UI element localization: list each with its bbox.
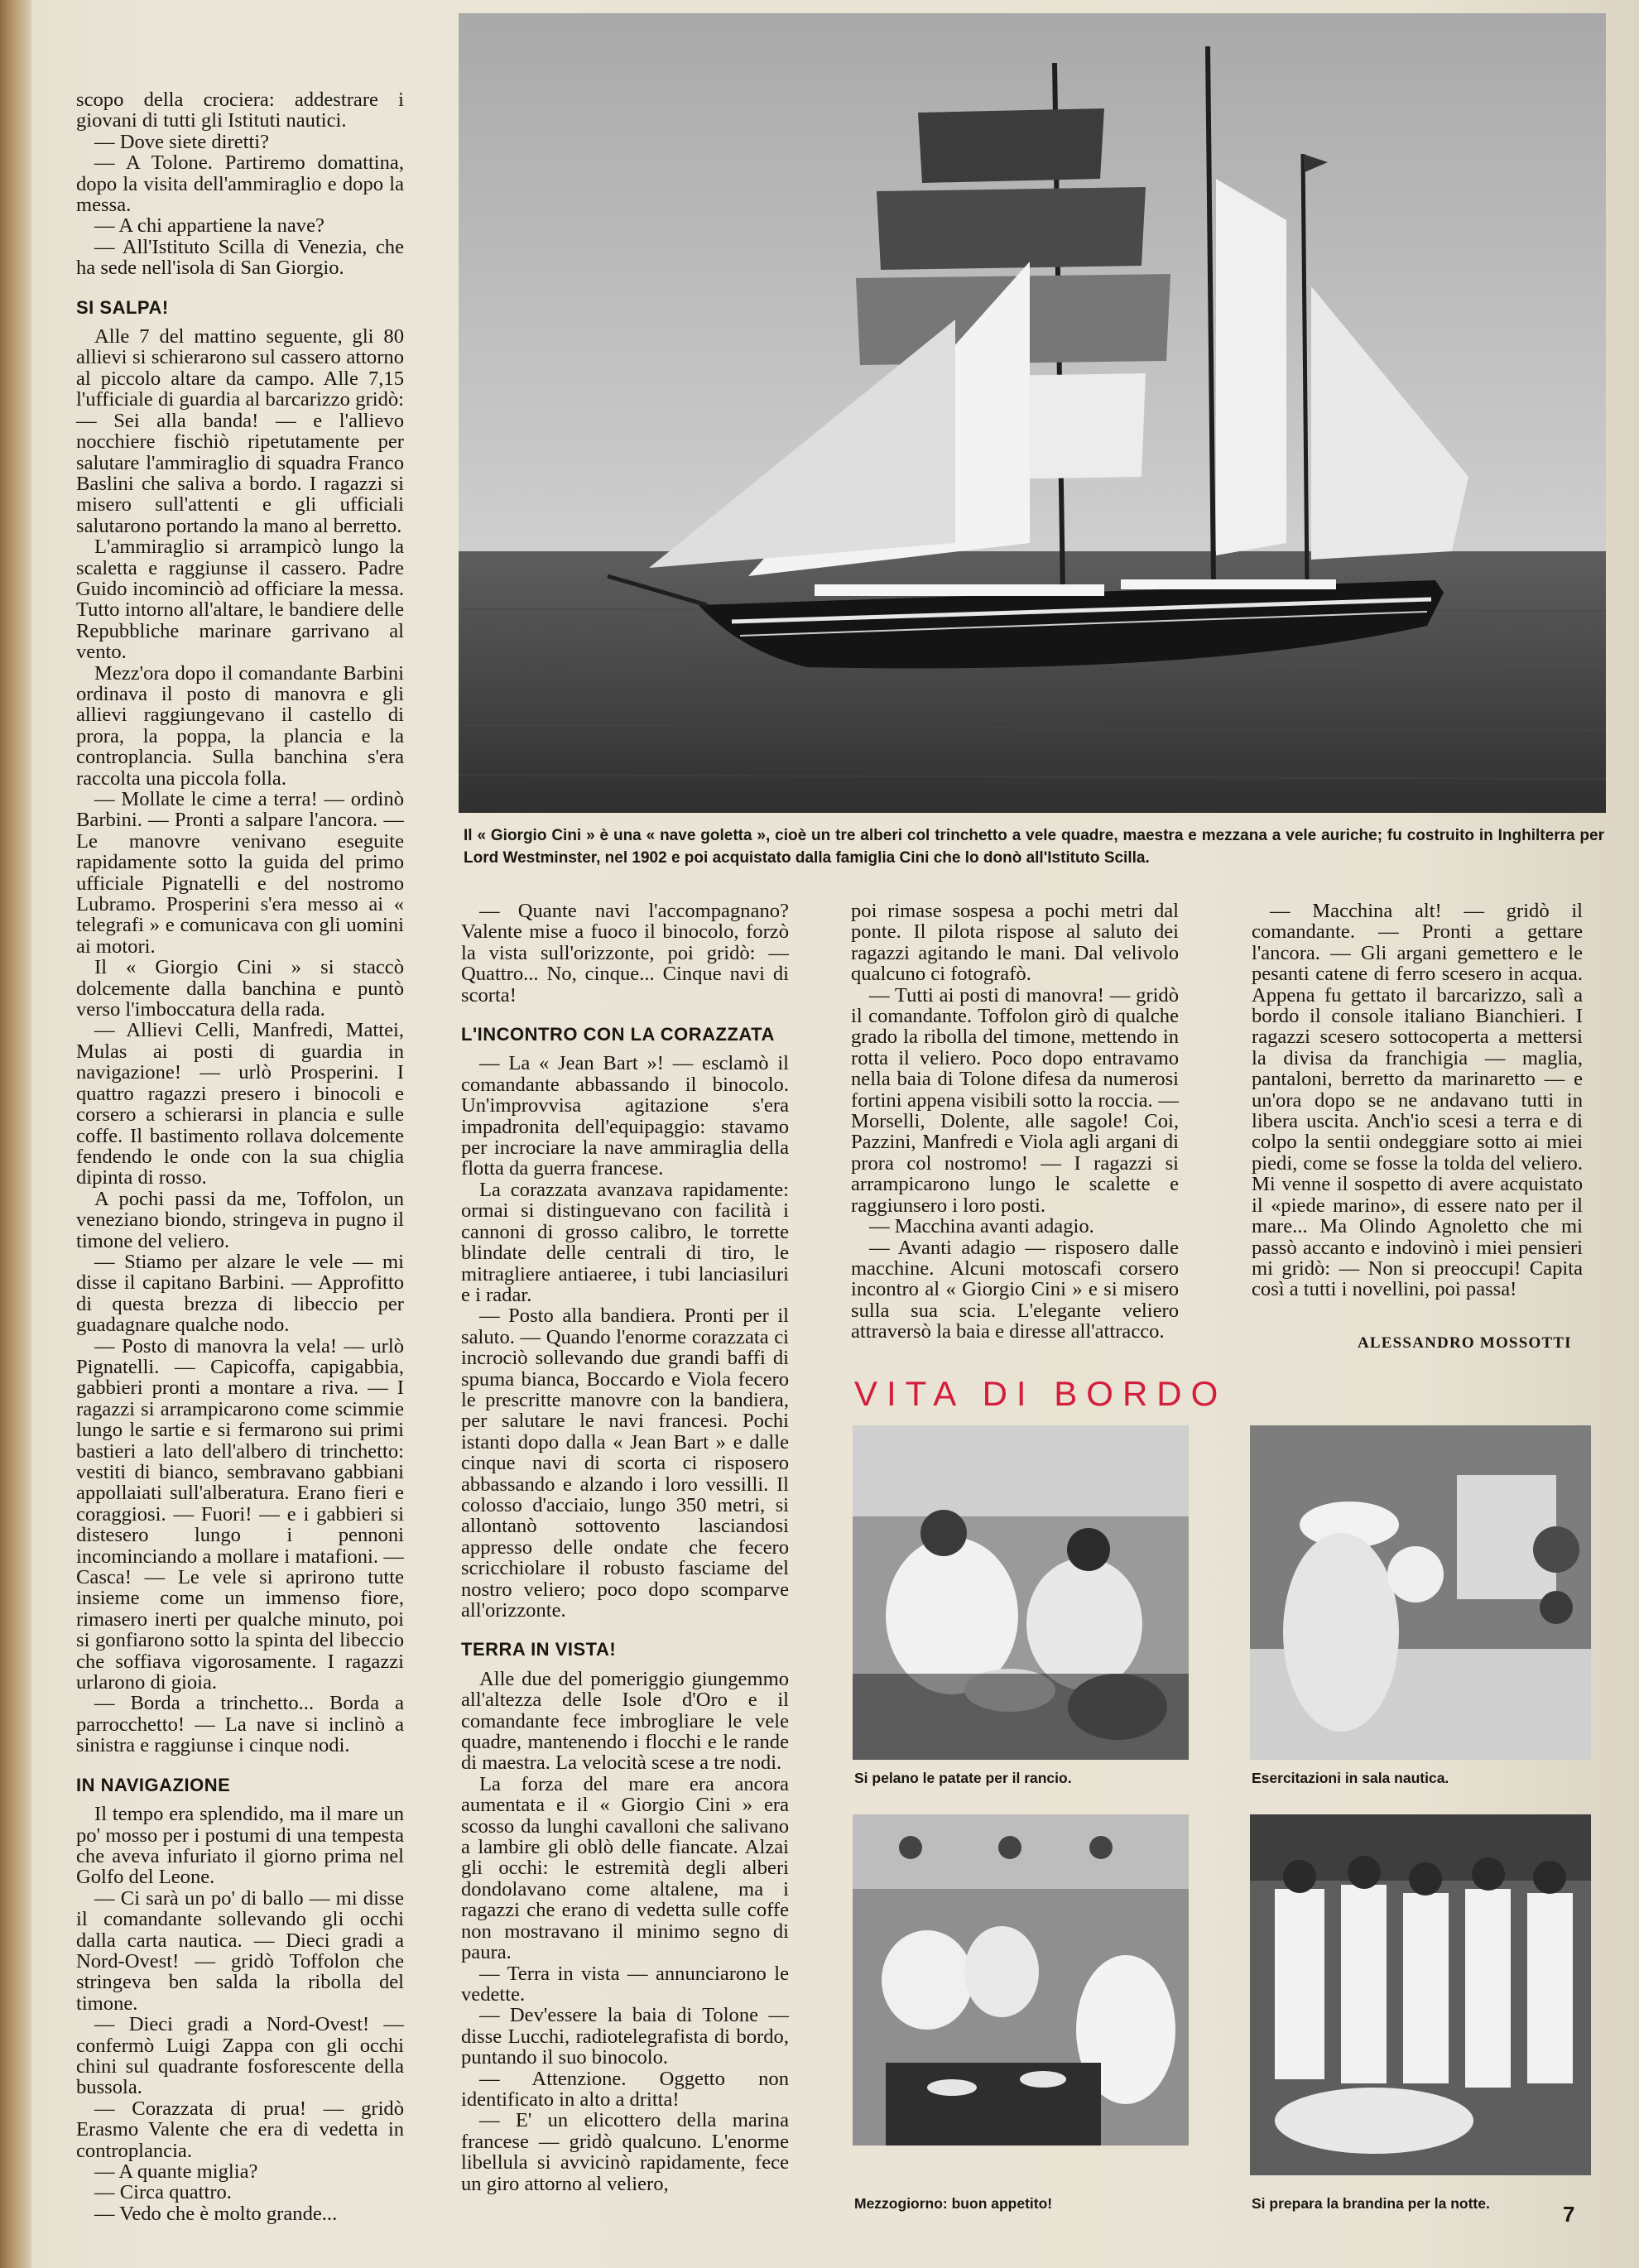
- paragraph: — Corazzata di prua! — gridò Erasmo Valente che era di vedetta in controplancia.: [76, 2097, 404, 2162]
- paragraph: Mezz'ora dopo il comandante Barbini ordinava il posto di manovra e gli allievi raggiungevano il castello di prora, la poppa, la plancia e la controplancia. Sulla banchina s'era raccolta una piccola folla.: [76, 661, 404, 790]
- paragraph: Il tempo era splendido, ma il mare un po' mosso per i postumi di una tempesta che aveva infuriato il giorno prima nel Golfo del Leone.: [76, 1803, 404, 1889]
- paragraph: Alle 7 del mattino seguente, gli 80 allievi si schierarono sul cassero attorno al piccolo altare da campo. Alle 7,15 l'ufficiale di guardia al barcarizzo gridò: — Sei alla banda! — e l'allievo nocchiere fischiò ripetutamente per salutare l'ammiraglio di squadra Franco Baslini che saliva a bordo. I ragazzi si misero sull'attenti e gli ufficiali salutarono portando la mano al berretto.: [76, 325, 404, 537]
- subheading-incontro-corazzata: L'INCONTRO CON LA CORAZZATA: [461, 1024, 775, 1045]
- paragraph: L'ammiraglio si arrampicò lungo la scaletta e raggiunse il cassero. Padre Guido incominciò ad officiare la messa. Tutto intorno all'altare, le bandiere delle Repubbliche marinare garrivano al vento.: [76, 536, 404, 664]
- photo-potatoes: [853, 1425, 1189, 1760]
- ship-photo: [459, 13, 1606, 813]
- nautical-room-image: [1250, 1425, 1591, 1760]
- tall-ship-image: [459, 13, 1606, 813]
- paragraph: — Dove siete diretti?: [94, 130, 270, 153]
- paragraph: La forza del mare era ancora aumentata e il « Giorgio Cini » era scosso da lunghi cavalloni che salivano a lambire gli oblò delle fiancate. Alzai gli occhi: le estremità degli alberi dondolavano come altalene, ma i ragazzi che erano di vedetta sulle coffe non mostravano il minimo segno di paura.: [461, 1772, 789, 1964]
- section-title: VITA DI BORDO: [854, 1374, 1228, 1413]
- page-number: 7: [1563, 2202, 1575, 2227]
- paragraph: — Quante navi l'accompagnano? Valente mise a fuoco il binocolo, forzò la vista sull'orizzonte, poi gridò: — Quattro... No, cinque... Cinque navi di scorta!: [461, 900, 789, 1007]
- paragraph: — Macchina alt! — gridò il comandante. — Pronti a gettare l'ancora. — Gli argani gemettero e le pesanti catene di ferro scesero in acqua. Appena fu gettato il barcarizzo, salì a bordo il console italiano Bianchieri. I ragazzi scesero sottocoperta a mettersi la divisa da franchigia — maglia, pantaloni, berretto da marinaretto — e un'ora dopo se ne andavano tutti in libera uscita. Anch'io scesi a terra e di colpo la sentii ondeggiare sotto ai miei piedi, come se fosse la tolda del veliero. Mi venne il sospetto di avere acquistato il «piede marino», di essere nato per il mare... Ma Olindo Agnoletto che mi passò accanto e indovinò i miei pensieri mi gridò: — Non si preoccupi! Capita così a tutti i novellini, poi passa!: [1252, 900, 1583, 1301]
- paragraph: — La « Jean Bart »! — esclamò il comandante abbassando il binocolo. Un'improvvisa agitazione s'era impadronita dell'equipaggio: stavamo per incrociare la nave ammiraglia della flotta da guerra francese.: [461, 1052, 789, 1180]
- potatoes-image: [853, 1425, 1189, 1760]
- paragraph: Alle due del pomeriggio giungemmo all'altezza delle Isole d'Oro e il comandante fece imbrogliare le vele quadre, mantenendo i flocchi e le rande di maestra. La velocità scese a tre nodi.: [461, 1667, 789, 1775]
- paragraph: La corazzata avanzava rapidamente: ormai si distinguevano con facilità i cannoni di grosso calibro, le torrette blindate delle centrali di tiro, le mitragliere antiaeree, i tubi lanciasiluri e i radar.: [461, 1178, 789, 1306]
- paragraph: — Borda a trinchetto... Borda a parrocchetto! — La nave si inclinò a sinistra e raggiunse i cinque nodi.: [76, 1692, 404, 1757]
- photo-caption: Mezzogiorno: buon appetito!: [854, 2195, 1053, 2212]
- ship-caption: Il « Giorgio Cini » è una « nave goletta », cioè un tre alberi col trinchetto a vele quadre, maestra e mezzana a vele auriche; fu costruito in Inghilterra per Lord Westminster, nel 1902 e poi acquistato dalla famiglia Cini che lo donò all'Istituto Scilla.: [464, 827, 1604, 867]
- paragraph: poi rimase sospesa a pochi metri dal ponte. Il pilota rispose al saluto dei ragazzi agitando le mani. Dal velivolo qualcuno ci fotografò.: [851, 900, 1179, 986]
- paragraph: A pochi passi da me, Toffolon, un veneziano biondo, stringeva in pugno il timone del veliero.: [76, 1187, 404, 1252]
- paragraph: — Attenzione. Oggetto non identificato in alto a dritta!: [461, 2067, 789, 2111]
- photo-caption: Esercitazioni in sala nautica.: [1252, 1770, 1449, 1786]
- paragraph: — Macchina avanti adagio.: [869, 1215, 1094, 1238]
- paragraph: Il « Giorgio Cini » si staccò dolcemente dalla banchina e puntò verso l'imboccatura della rada.: [76, 956, 404, 1021]
- lunch-image: [853, 1814, 1189, 2145]
- paragraph: — Tutti ai posti di manovra! — gridò il comandante. Toffolon girò di qualche grado la ribolla del timone, mettendo in rotta il veliero. Poco dopo entravamo nella baia di Tolone difesa da numerosi fortini appena visibili sotto la roccia. — Morselli, Dolente, alle sagole! Coi, Pazzini, Manfredi e Viola agli argani di prora col nostromo! — I ragazzi si arrampicarono lungo le scalette e raggiunsero i loro posti.: [851, 983, 1179, 1217]
- paragraph: — A chi appartiene la nave?: [94, 214, 324, 238]
- paragraph: — Circa quattro.: [94, 2181, 232, 2204]
- photo-nautical-room: [1250, 1425, 1591, 1760]
- photo-caption: Si pelano le patate per il rancio.: [854, 1770, 1072, 1786]
- page-spine: [0, 0, 31, 2268]
- column-1: [76, 89, 404, 2224]
- paragraph: — Allievi Celli, Manfredi, Mattei, Mulas ai posti di guardia in navigazione! — urlò Prosperini. I quattro ragazzi presero i binocoli e corsero a schierarsi in plancia e sulle coffe. Il bastimento rollava dolcemente fendendo le onde con la sua chiglia dipinta di rosso.: [76, 1019, 404, 1189]
- photo-cots: [1250, 1814, 1591, 2175]
- photo-caption: Si prepara la brandina per la notte.: [1252, 2195, 1490, 2212]
- paragraph: — Dev'essere la baia di Tolone — disse Lucchi, radiotelegrafista di bordo, puntando il suo binocolo.: [461, 2004, 789, 2069]
- paragraph: — A Tolone. Partiremo domattina, dopo la visita dell'ammiraglio e dopo la messa.: [76, 151, 404, 217]
- paragraph: — E' un elicottero della marina francese — gridò qualcuno. L'enorme libellula si avvicinò rapidamente, fece un giro attorno al veliero,: [461, 2109, 789, 2195]
- column-3: [851, 901, 1179, 1343]
- paragraph: — Terra in vista — annunciarono le vedette.: [461, 1962, 789, 2006]
- paragraph: — Dieci gradi a Nord-Ovest! — confermò Luigi Zappa con gli occhi chini sul quadrante fosforescente della bussola.: [76, 2013, 404, 2099]
- paragraph: — Avanti adagio — risposero dalle macchine. Alcuni motoscafi corsero incontro al « Giorgio Cini » e si misero sulla sua scia. L'elegante veliero attraversò la baia e diresse all'attracco.: [851, 1236, 1179, 1343]
- column-2: [461, 901, 789, 2194]
- paragraph: — Vedo che è molto grande...: [94, 2202, 338, 2225]
- paragraph: — Posto di manovra la vela! — urlò Pignatelli. — Capicoffa, capigabbia, gabbieri pronti a montare a riva. — I ragazzi si arrampicarono come scimmie lungo le sartie e si fermarono sui primi bastieri a lato dell'albero di trinchetto: vestiti di bianco, sembravano gabbiani appollaiati sull'alberatura. Erano fieri e coraggiosi. — Fuori! — e i gabbieri si distesero lungo i pennoni incominciando a mollare i matafioni. — Casca! — Le vele si aprirono tutte insieme come un immenso fiore, rimasero inerti per qualche minuto, poi si gonfiarono sotto la spinta del libeccio che soffiava vigorosamente. I ragazzi urlarono di gioia.: [76, 1334, 404, 1694]
- paragraph: — Posto alla bandiera. Pronti per il saluto. — Quando l'enorme corazzata ci incrociò sollevando due grandi baffi di spuma bianca, Boccardo e Viola fecero le prescritte manovre con la bandiera, per salutare le navi francesi. Pochi istanti dopo dalla « Jean Bart » e dalle cinque navi di scorta ci risposero abbassando e alzando i loro vessilli. Il colosso d'acciaio, lungo 350 metri, si allontanò sottovento lasciandosi appresso delle ondate che fecero scricchiolare il robusto fasciame del nostro veliero; poco dopo scomparve all'orizzonte.: [461, 1305, 789, 1622]
- subheading-si-salpa: SI SALPA!: [76, 296, 169, 318]
- subheading-terra-in-vista: TERRA IN VISTA!: [461, 1639, 617, 1660]
- paragraph: scopo della crociera: addestrare i giovani di tutti gli Istituti nautici.: [76, 89, 404, 132]
- cots-image: [1250, 1814, 1591, 2175]
- paragraph: — Stiamo per alzare le vele — mi disse il capitano Barbini. — Approfitto di questa brezza di libeccio per guadagnare qualche nodo.: [76, 1250, 404, 1337]
- paragraph: — Mollate le cime a terra! — ordinò Barbini. — Pronti a salpare l'ancora. — Le manovre venivano eseguite rapidamente sotto la guida del primo ufficiale Pignatelli e del nostromo Lubramo. Prosperini s'era messo ai « telegrafi » e comunicava con gli uomini ai motori.: [76, 788, 404, 958]
- paragraph: — All'Istituto Scilla di Venezia, che ha sede nell'isola di San Giorgio.: [76, 235, 404, 280]
- author-byline: ALESSANDRO MOSSOTTI: [1358, 1334, 1572, 1352]
- paragraph: — Ci sarà un po' di ballo — mi disse il comandante sollevando gli occhi dalla carta nautica. — Dieci gradi a Nord-Ovest! — gridò Toffolon che stringeva ben salda la ribolla del timone.: [76, 1886, 404, 2015]
- paragraph: — A quante miglia?: [94, 2160, 258, 2183]
- subheading-in-navigazione: IN NAVIGAZIONE: [76, 1774, 231, 1795]
- column-4: [1252, 901, 1583, 1300]
- photo-lunch: [853, 1814, 1189, 2145]
